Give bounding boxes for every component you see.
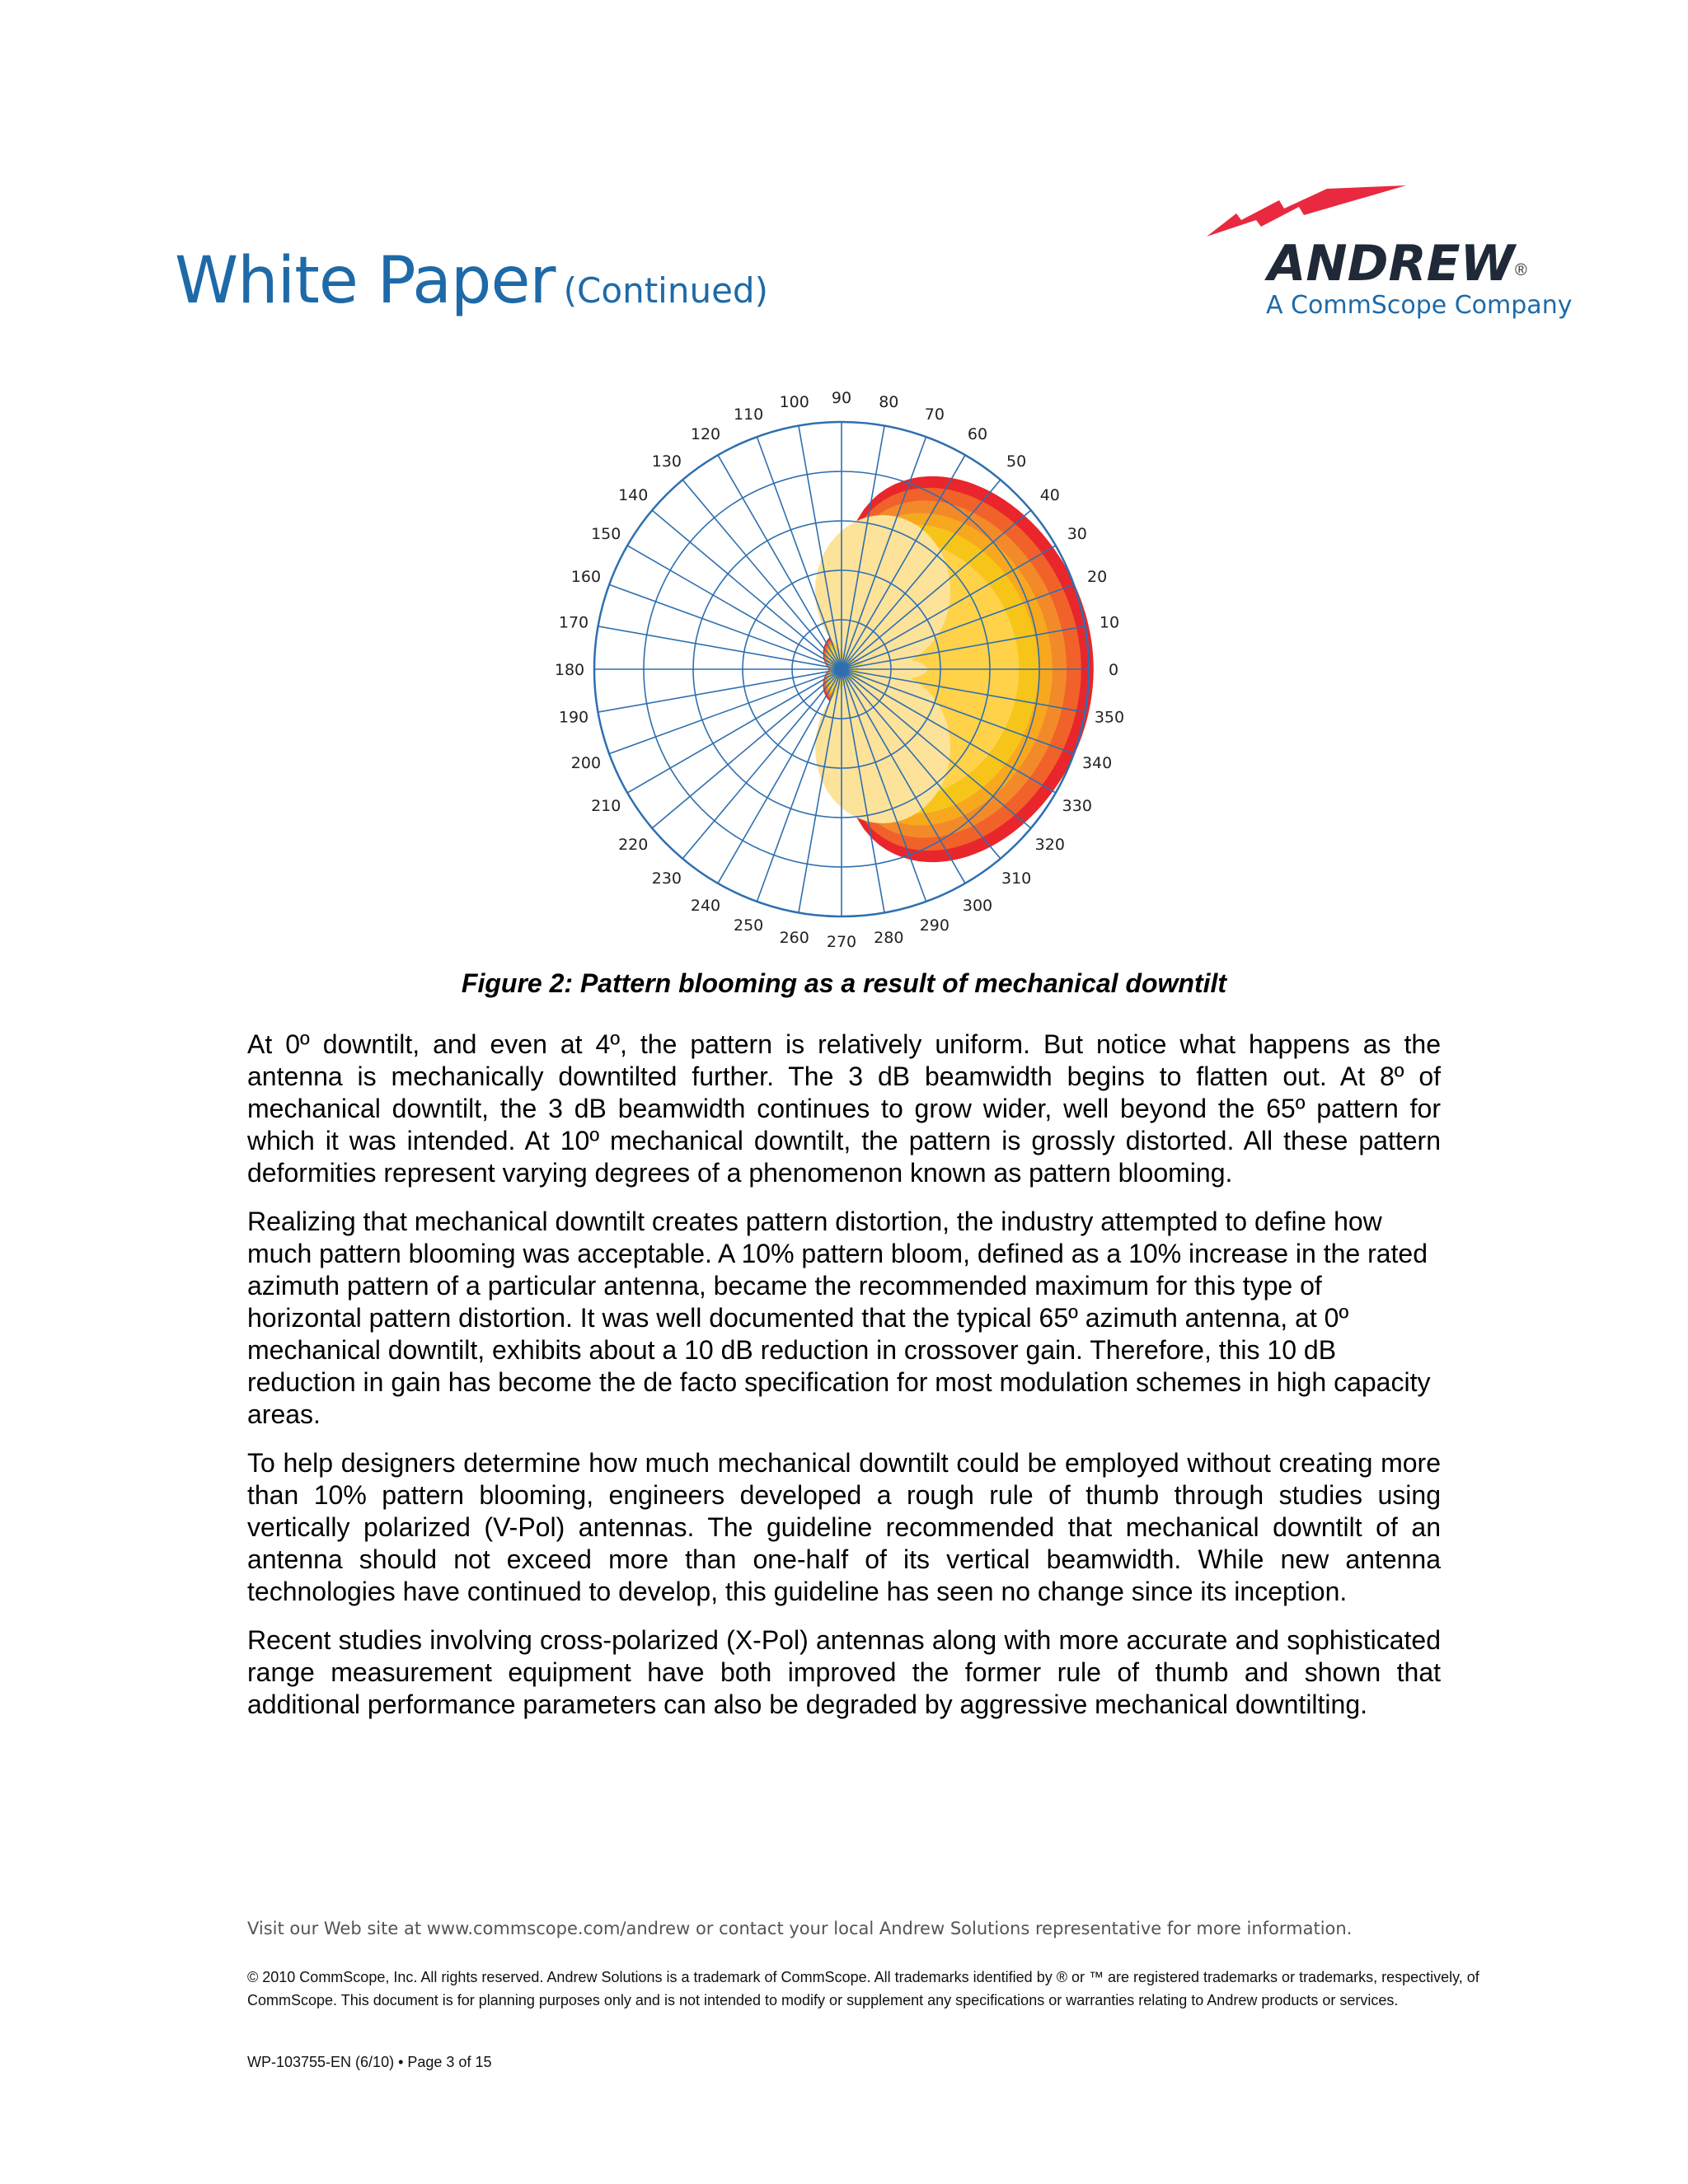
andrew-logo (1203, 185, 1573, 326)
angle-label-70: 70 (924, 405, 945, 424)
angle-label-320: 320 (1034, 836, 1065, 855)
angle-label-210: 210 (591, 797, 621, 815)
paragraph-3: To help designers determine how much mechanical downtilt could be employed without creating more than 10% pattern blooming, engineers developed a rough rule of thumb through studies using vertically polarized (V-Pol) antennas. The guideline recommended that mechanical downtilt of an antenna should not exceed more than one-half of its vertical beamwidth. While new antenna technologies have continued to develop, this guideline has seen no change since its inception. (247, 1448, 1441, 1606)
angle-label-310: 310 (1001, 869, 1032, 888)
angle-label-330: 330 (1062, 797, 1092, 815)
angle-label-250: 250 (734, 916, 764, 935)
angle-label-240: 240 (690, 896, 721, 915)
angle-label-90: 90 (831, 389, 852, 407)
page-title (175, 244, 768, 318)
paragraph-4: Recent studies involving cross-polarized (X-Pol) antennas along with more accurate and sophisticated range measurement equipment have both improved the former rule of thumb and shown that additional performance parameters can also be degraded by aggressive mechanical downtilting. (247, 1625, 1441, 1719)
angle-label-170: 170 (558, 613, 589, 632)
footer-doc-id: WP-103755-EN (6/10) • Page 3 of 15 (247, 2054, 492, 2070)
angle-label-130: 130 (651, 452, 682, 471)
angle-label-200: 200 (570, 753, 602, 772)
angle-label-50: 50 (1006, 452, 1027, 471)
angle-label-180: 180 (554, 661, 585, 679)
angle-label-230: 230 (651, 869, 682, 888)
angle-label-190: 190 (558, 708, 589, 727)
angle-label-160: 160 (570, 568, 602, 587)
logo-registered-mark: ® (1515, 261, 1527, 279)
angle-label-100: 100 (779, 393, 809, 412)
angle-label-300: 300 (962, 896, 993, 915)
angle-label-30: 30 (1067, 525, 1087, 543)
angle-label-280: 280 (874, 928, 904, 947)
paragraph-2: Realizing that mechanical downtilt creates pattern distortion, the industry attempted to define how much pattern blooming was acceptable. A 10% pattern bloom, defined as a 10% increase in the rated azimuth pattern of a particular antenna, became the recommended maximum for this type of horizontal pattern distortion. It was well documented that the typical 65º azimuth antenna, at 0º mechanical downtilt, exhibits about a 10 dB reduction in crossover gain. Therefore, this 10 dB reduction in gain has become the de facto specification for most modulation schemes in high capacity areas. (247, 1207, 1431, 1429)
angle-label-60: 60 (967, 425, 988, 444)
footer-copyright: © 2010 CommScope, Inc. All rights reserved. Andrew Solutions is a trademark of CommScope. All trademarks identified by ® or ™ are registered trademarks or trademarks, respectively, of CommScope. This document is for planning purposes only and is not intended to modify or supplement any specifications or warranties relating to Andrew products or services. (247, 1969, 1479, 2008)
footer-visit-text: Visit our Web site at www.commscope.com/andrew or contact your local Andrew Solutions representative for more information. (247, 1919, 1353, 1938)
figure-caption: Figure 2: Pattern blooming as a result of mechanical downtilt (461, 968, 1227, 998)
angle-label-40: 40 (1039, 485, 1060, 504)
body-text (247, 1029, 1441, 1737)
title-suffix: (Continued) (563, 270, 768, 311)
inner-upper-lobe (815, 515, 950, 667)
angle-label-350: 350 (1094, 708, 1125, 727)
angle-label-10: 10 (1099, 613, 1120, 632)
angle-label-110: 110 (734, 405, 764, 424)
angle-label-150: 150 (591, 525, 621, 543)
angle-label-270: 270 (826, 933, 857, 951)
angle-label-0: 0 (1108, 661, 1119, 679)
title-main: White Paper (175, 244, 556, 318)
angle-label-290: 290 (919, 916, 950, 935)
polar-pattern-figure (528, 379, 1154, 956)
logo-wordmark: ANDREW (1268, 235, 1515, 293)
paragraph-1: At 0º downtilt, and even at 4º, the pattern is relatively uniform. But notice what happens as the antenna is mechanically downtilted further. The 3 dB beamwidth begins to flatten out. At 8º of mechanical downtilt, the 3 dB beamwidth continues to grow wider, well beyond the 65º pattern for which it was intended. At 10º mechanical downtilt, the pattern is grossly distorted. All these pattern deformities represent varying degrees of a phenomenon known as pattern blooming. (247, 1029, 1441, 1188)
angle-label-220: 220 (618, 836, 649, 855)
inner-lower-lobe (815, 672, 950, 823)
logo-tagline: A CommScope Company (1266, 291, 1573, 320)
angle-label-20: 20 (1087, 568, 1108, 587)
angle-label-140: 140 (618, 485, 649, 504)
polar-plot (528, 379, 1154, 956)
angle-label-120: 120 (690, 425, 721, 444)
angle-label-80: 80 (879, 393, 899, 412)
angle-label-260: 260 (779, 928, 809, 947)
angle-label-340: 340 (1081, 753, 1113, 772)
